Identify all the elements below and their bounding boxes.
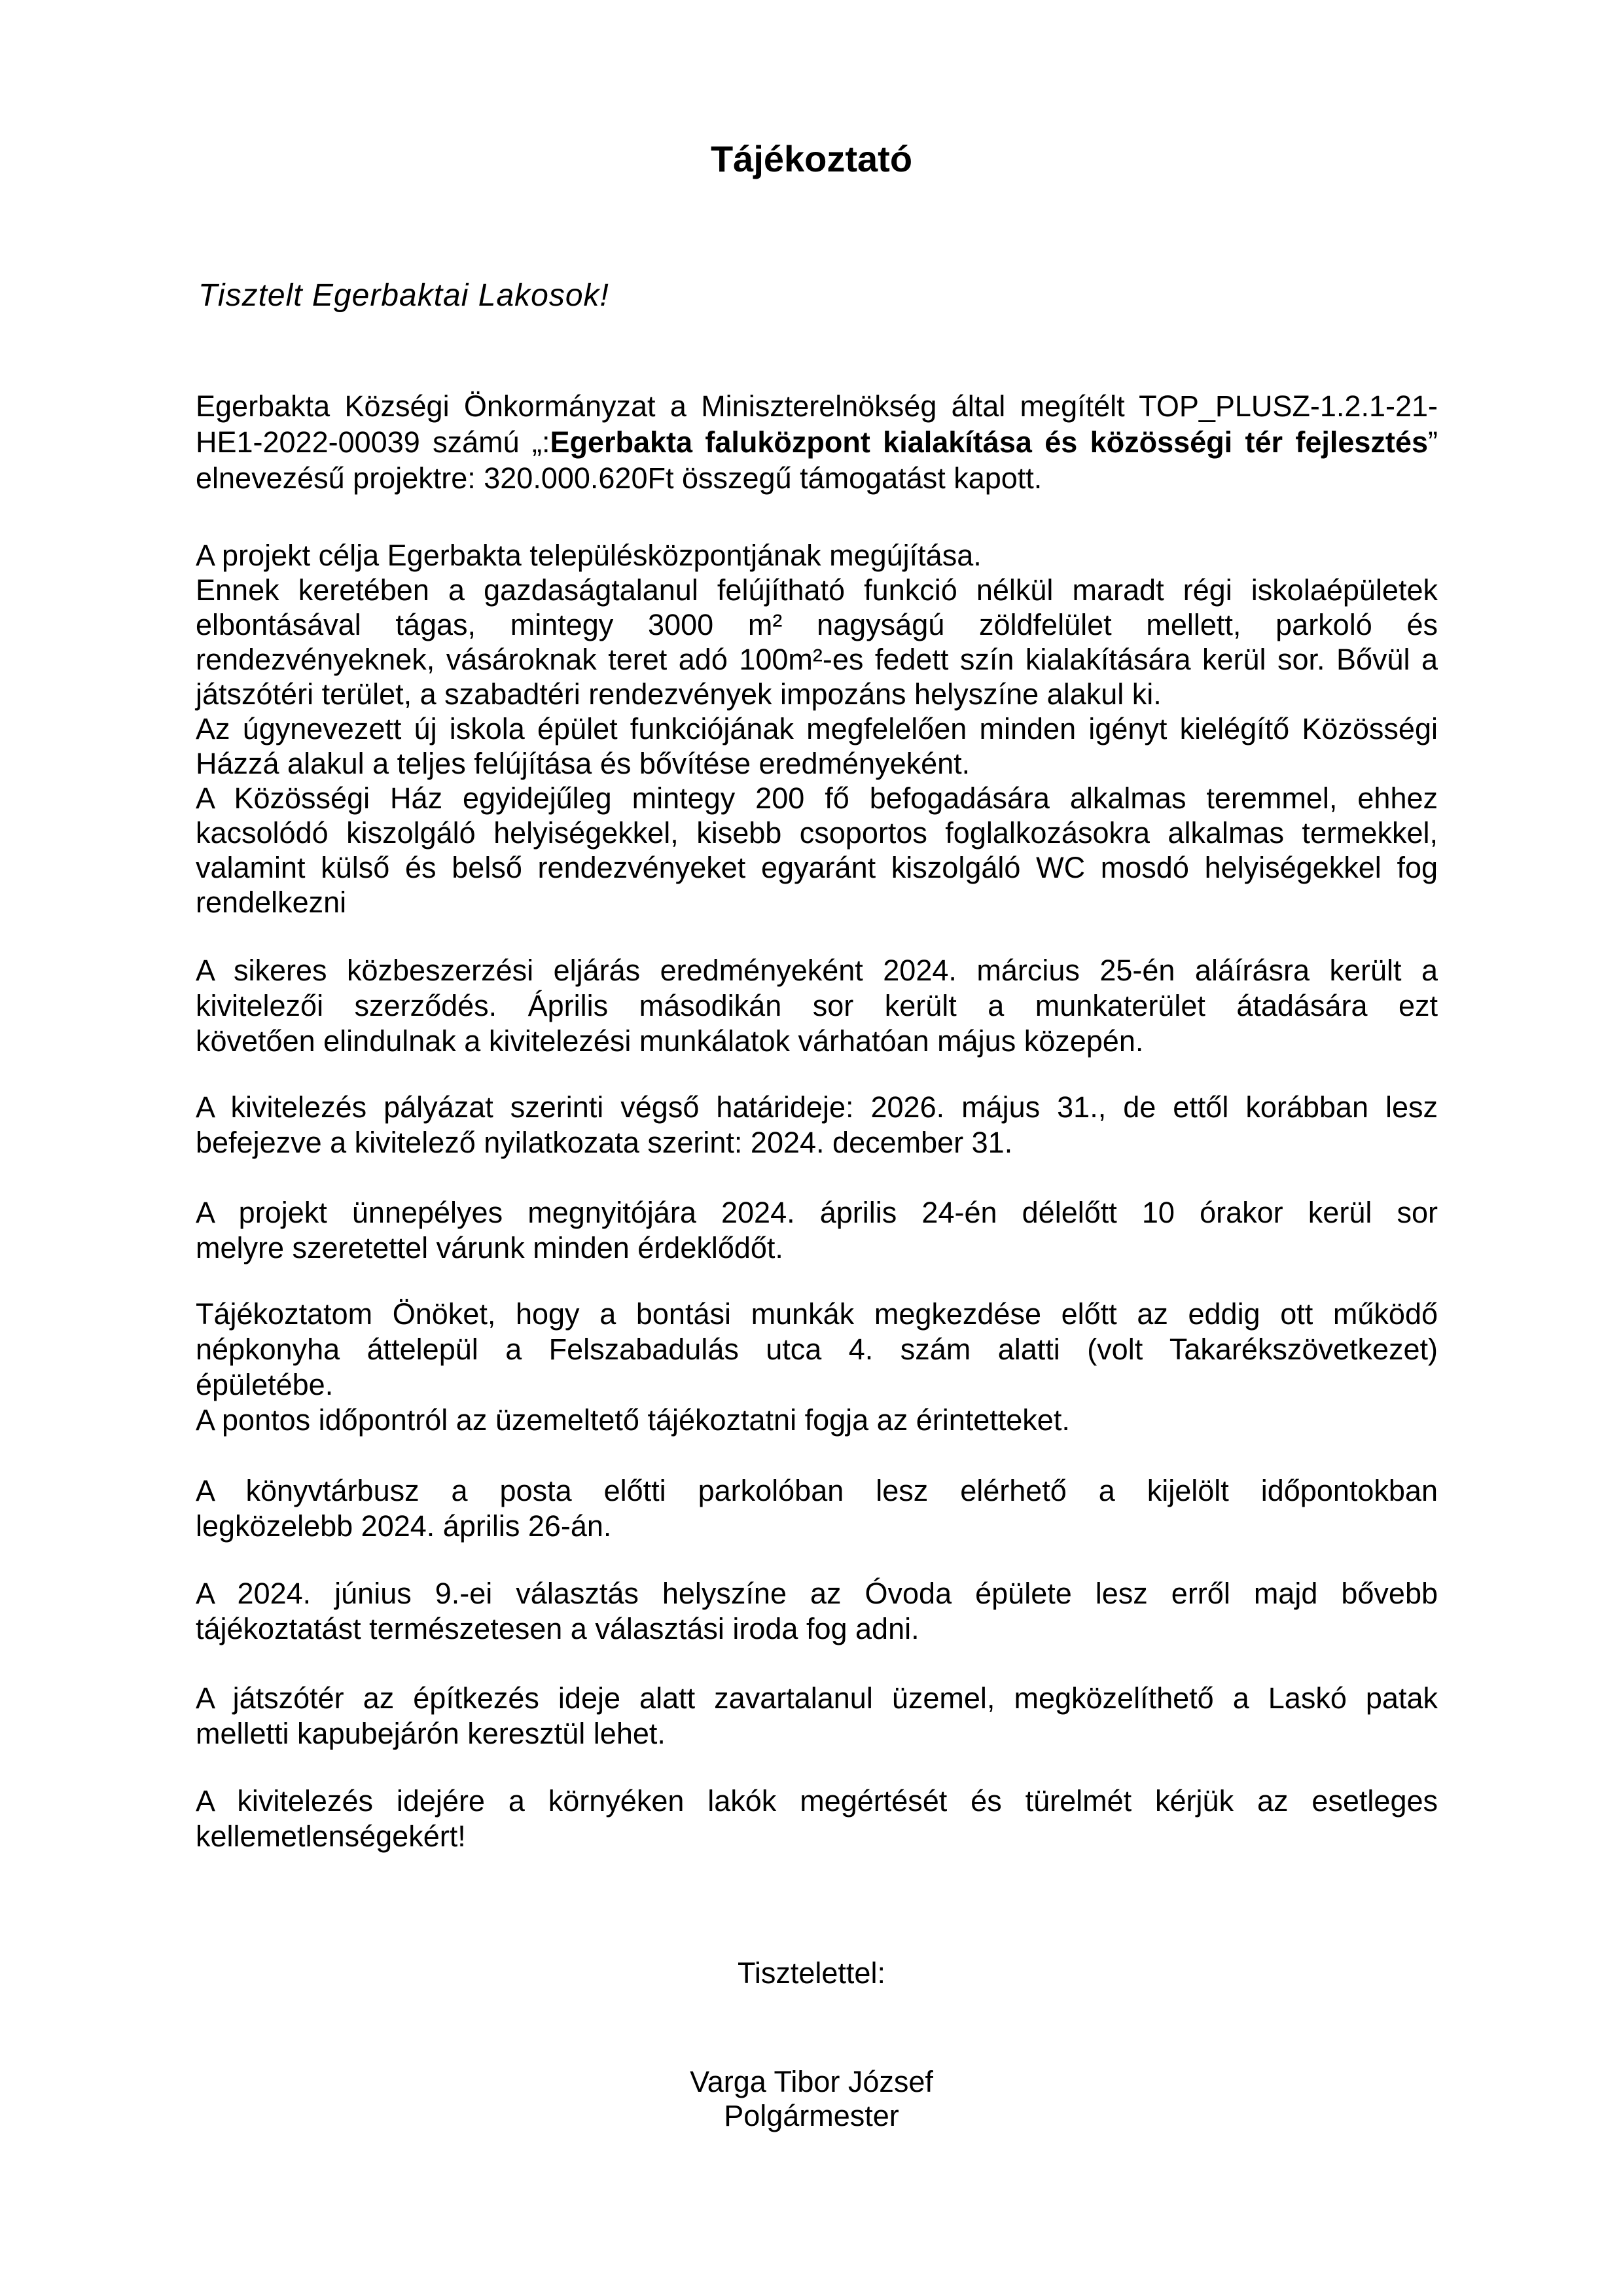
paragraph-grant	[196, 388, 1438, 496]
paragraph-soup-kitchen	[196, 1297, 1438, 1438]
text-line: Ennek keretében a gazdaságtalanul felújítható funkció nélkül maradt régi iskolaépületek	[196, 573, 1438, 607]
text-line: elbontásával tágas, mintegy 3000 m² nagyságú zöldfelület mellett, parkoló és	[196, 608, 1438, 641]
text-line: játszótéri terület, a szabadtéri rendezvények impozáns helyszíne alakul ki.	[196, 677, 1162, 711]
paragraph-procurement	[196, 953, 1438, 1059]
text-line: valamint külső és belső rendezvényeket egyaránt kiszolgáló WC mosdó helyiségekkel fog	[196, 851, 1438, 884]
paragraph-playground	[196, 1681, 1438, 1751]
paragraph-library-bus	[196, 1473, 1438, 1544]
text-line: A sikeres közbeszerzési eljárás eredményeként 2024. március 25-én aláírásra került a	[196, 954, 1438, 987]
text-line: A Közösségi Ház egyidejűleg mintegy 200 fő befogadására alkalmas teremmel, ehhez	[196, 781, 1438, 815]
paragraph-opening-ceremony	[196, 1195, 1438, 1266]
text-line: rendezvényeknek, vásároknak teret adó 100m²-es fedett szín kialakítására kerül sor. Bővül a	[196, 643, 1438, 676]
project-name: Egerbakta faluközpont kialakítása és közösségi tér fejlesztés	[550, 425, 1428, 459]
paragraph-apology	[196, 1784, 1438, 1854]
paragraph-election	[196, 1576, 1438, 1647]
text-line: kacsolódó kiszolgáló helyiségekkel, kisebb csoportos foglalkozásokra alkalmas termekkel,	[196, 816, 1438, 850]
text-line: elnevezésű projektre: 320.000.620Ft összegű támogatást kapott.	[196, 461, 1043, 495]
text-line: Házzá alakul a teljes felújítása és bővítése eredményeként.	[196, 747, 971, 780]
signatory-name: Varga Tibor József	[690, 2065, 933, 2098]
text-line: rendelkezni	[196, 886, 347, 919]
closing-salutation: Tisztelettel:	[738, 1956, 885, 1990]
text-line: Tájékoztatom Önöket, hogy a bontási munkák megkezdése előtt az eddig ott működő	[196, 1297, 1438, 1331]
greeting: Tisztelt Egerbaktai Lakosok!	[198, 278, 609, 313]
text-line: A pontos időpontról az üzemeltető tájékoztatni fogja az érintetteket.	[196, 1403, 1070, 1437]
text-line: legközelebb 2024. április 26-án.	[196, 1509, 612, 1543]
text-line: A kivitelezés idejére a környéken lakók megértését és türelmét kérjük az esetleges	[196, 1784, 1438, 1818]
text-line: kivitelezői szerződés. Április másodikán sor került a munkaterület átadására ezt	[196, 989, 1438, 1022]
text-line: melletti kapubejárón keresztül lehet.	[196, 1717, 666, 1750]
text-line: követően elindulnak a kivitelezési munkálatok várhatóan május közepén.	[196, 1024, 1144, 1058]
text-line: A könyvtárbusz a posta előtti parkolóban lesz elérhető a kijelölt időpontokban	[196, 1474, 1438, 1507]
project-id-text: HE1-2022-00039 számú „:	[196, 425, 550, 459]
text-line	[196, 424, 1438, 460]
signatory-position: Polgármester	[724, 2099, 899, 2132]
text-line: melyre szeretettel várunk minden érdeklődőt.	[196, 1231, 783, 1265]
paragraph-deadline	[196, 1090, 1438, 1160]
text-line: A játszótér az építkezés ideje alatt zavartalanul üzemel, megközelíthető a Laskó patak	[196, 1681, 1438, 1715]
closing-quote: ”	[1427, 425, 1438, 459]
text-line: tájékoztatást természetesen a választási iroda fog adni.	[196, 1612, 919, 1645]
text-line: népkonyha áttelepül a Felszabadulás utca 4. szám alatti (volt Takarékszövetkezet)	[196, 1333, 1438, 1366]
text-line: épületébe.	[196, 1368, 334, 1401]
text-line: befejezve a kivitelező nyilatkozata szerint: 2024. december 31.	[196, 1126, 1013, 1159]
text-line: kellemetlenségekért!	[196, 1820, 466, 1853]
text-line: A projekt célja Egerbakta településközpontjának megújítása.	[196, 539, 982, 572]
text-line: Az úgynevezett új iskola épület funkciójának megfelelően minden igényt kielégítő Közösségi	[196, 712, 1438, 745]
text-line: A kivitelezés pályázat szerinti végső határideje: 2026. május 31., de ettől korábban lesz	[196, 1090, 1438, 1124]
document-title: Tájékoztató	[710, 138, 913, 179]
text-line: A projekt ünnepélyes megnyitójára 2024. április 24-én délelőtt 10 órakor kerül sor	[196, 1196, 1438, 1229]
text-line: A 2024. június 9.-ei választás helyszíne az Óvoda épülete lesz erről majd bővebb	[196, 1577, 1438, 1610]
text-line: Egerbakta Községi Önkormányzat a Miniszterelnökség által megítélt TOP_PLUSZ-1.2.1-21-	[196, 389, 1438, 423]
paragraph-project-goal	[196, 538, 1438, 920]
